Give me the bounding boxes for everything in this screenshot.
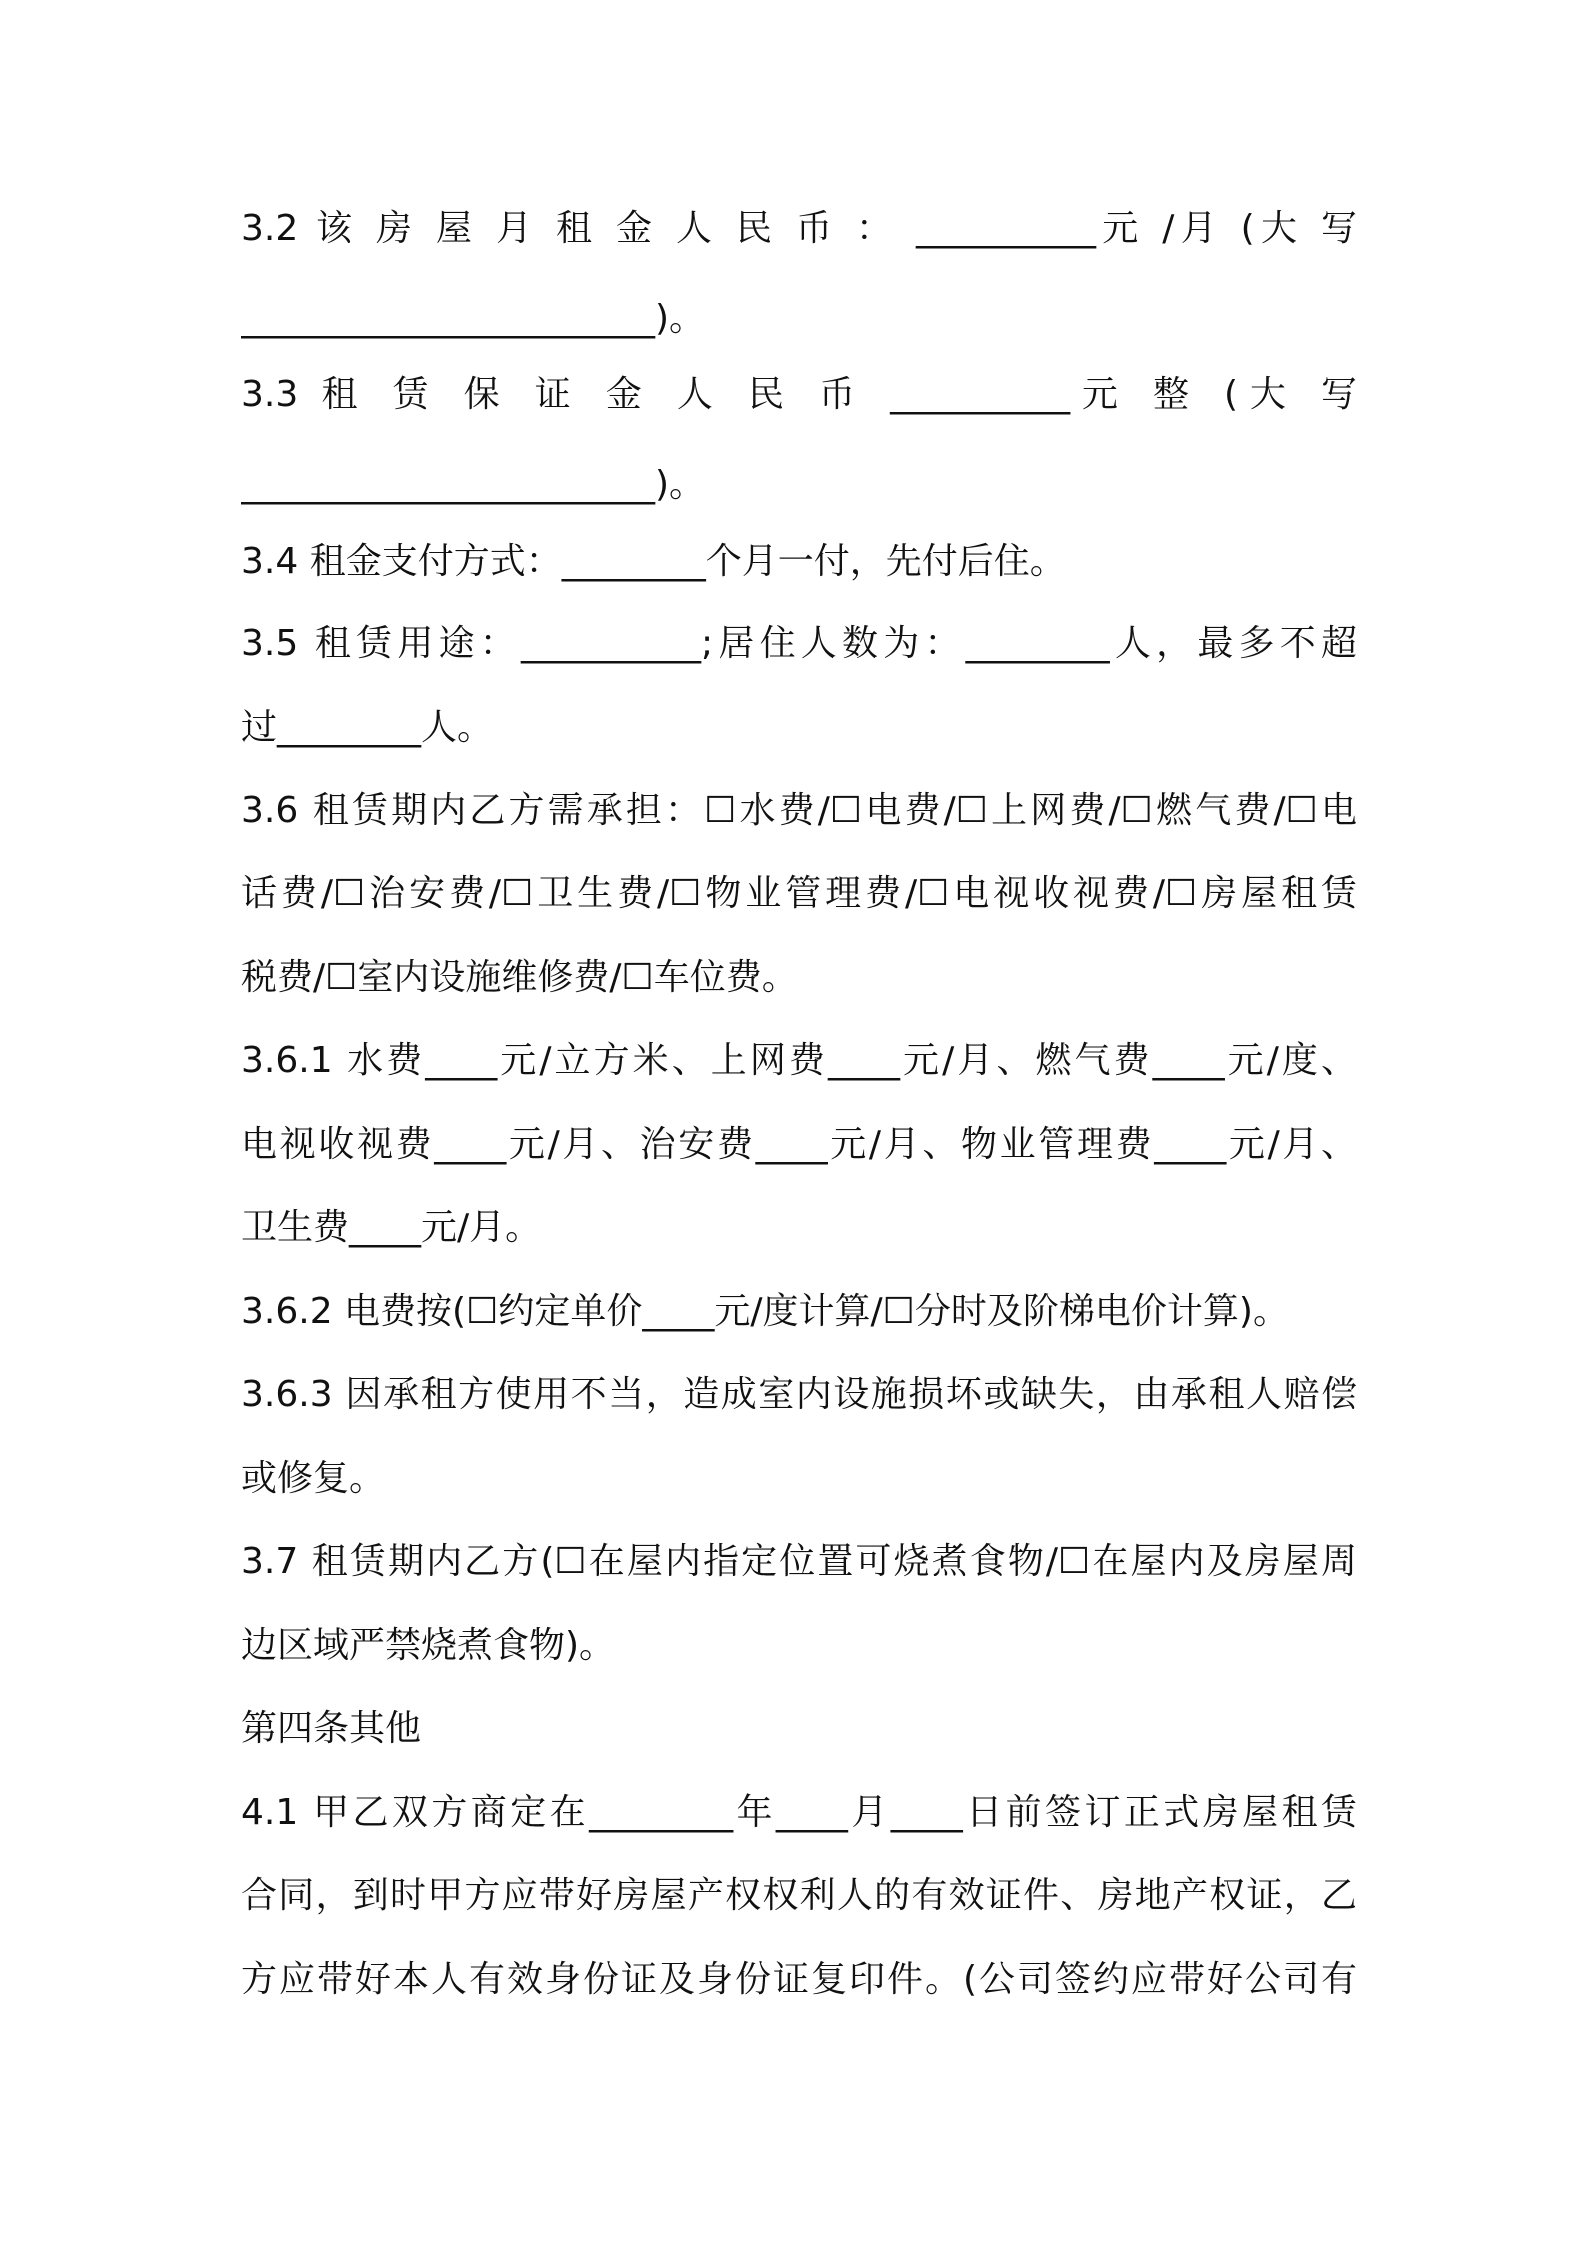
clause-3-6-3-line-2: 或修复。 — [241, 1458, 386, 1499]
clause-3-7-line-2: 边区域严禁烧煮食物)。 — [241, 1625, 616, 1666]
clause-3-6-line-3: 税费/☐室内设施维修费/☐车位费。 — [241, 957, 798, 998]
clause-3-6-line-1: 3.6 租赁期内乙方需承担：☐水费/☐电费/☐上网费/☐燃气费/☐电 — [241, 790, 1357, 831]
clause-3-7-line-1: 3.7 租赁期内乙方(☐在屋内指定位置可烧煮食物/☐在屋内及房屋周 — [241, 1541, 1357, 1582]
clause-3-3-line-1: 3.3 租 赁 保 证 金 人 民 币 __________元 整 (大 写 — [241, 374, 1357, 415]
clause-3-6-3-line-1: 3.6.3 因承租方使用不当，造成室内设施损坏或缺失，由承租人赔偿 — [241, 1374, 1357, 1415]
clause-3-5-line-2: 过________人。 — [241, 707, 494, 748]
clause-3-2-line-2: _______________________)。 — [241, 298, 706, 339]
clause-3-6-1-line-1: 3.6.1 水费____元/立方米、上网费____元/月、燃气费____元/度、 — [241, 1040, 1357, 1081]
clause-3-6-2: 3.6.2 电费按(☐约定单价____元/度计算/☐分时及阶梯电价计算)。 — [241, 1291, 1289, 1332]
clause-3-6-1-line-3: 卫生费____元/月。 — [241, 1207, 542, 1248]
clause-3-6-1-line-2: 电视收视费____元/月、治安费____元/月、物业管理费____元/月、 — [241, 1124, 1357, 1165]
article-4-heading: 第四条其他 — [241, 1708, 422, 1749]
clause-3-2-line-1: 3.2 该 房 屋 月 租 金 人 民 币 ： __________元 /月 (大 写 — [241, 208, 1357, 249]
clause-3-6-line-2: 话费/☐治安费/☐卫生费/☐物业管理费/☐电视收视费/☐房屋租赁 — [241, 873, 1357, 914]
clause-4-1-line-2: 合同，到时甲方应带好房屋产权权利人的有效证件、房地产权证，乙 — [241, 1875, 1357, 1916]
clause-3-3-line-2: _______________________)。 — [241, 464, 706, 505]
clause-3-4: 3.4 租金支付方式：________个月一付，先付后住。 — [241, 541, 1066, 582]
clause-4-1-line-1: 4.1 甲乙双方商定在________年____月____日前签订正式房屋租赁 — [241, 1792, 1357, 1833]
clause-4-1-line-3: 方应带好本人有效身份证及身份证复印件。(公司签约应带好公司有 — [241, 1959, 1357, 2000]
clause-3-5-line-1: 3.5 租赁用途：__________;居住人数为：________人，最多不超 — [241, 623, 1357, 664]
